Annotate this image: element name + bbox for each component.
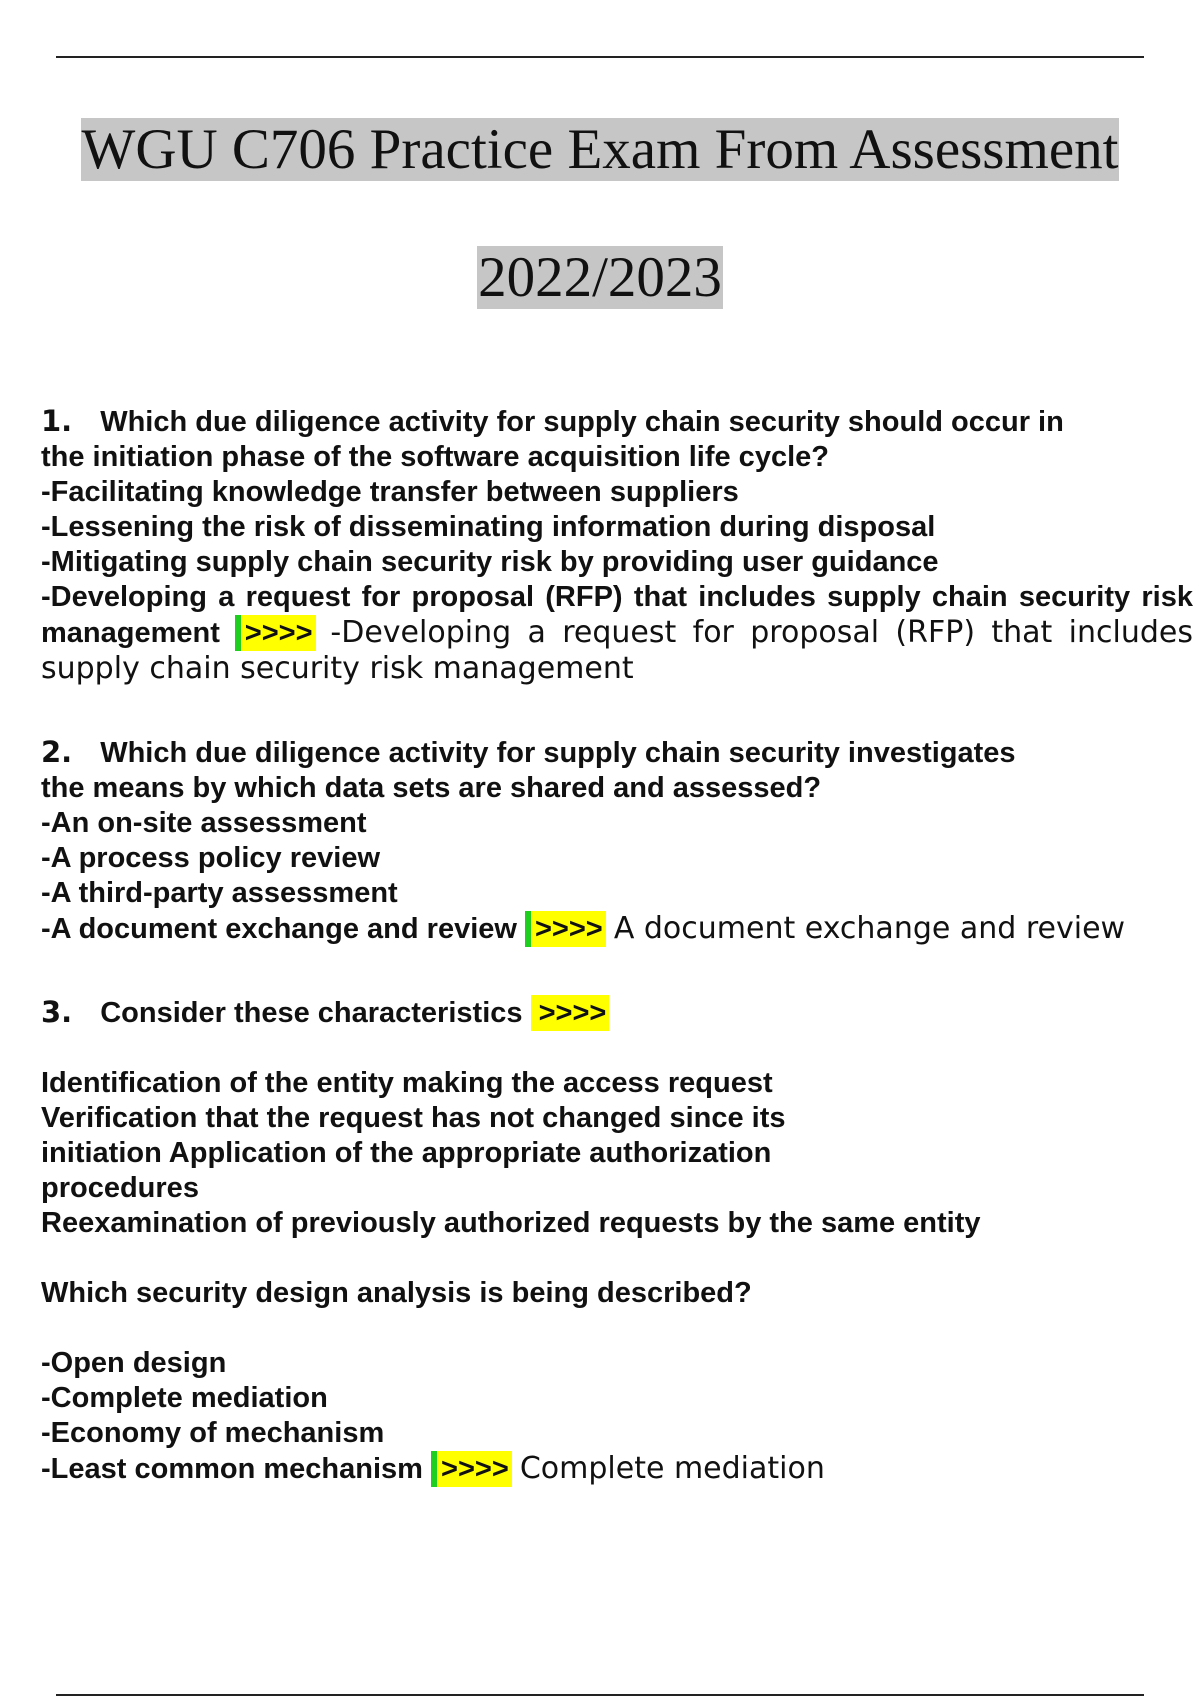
answer-marker: >>>> (431, 1451, 512, 1487)
question-list (41, 404, 1193, 1535)
question-2-answer: A document exchange and review (613, 911, 1126, 946)
question-2-option-d-with-answer (41, 911, 1193, 947)
question-1-answer: -Developing a request for proposal (RFP) that includes supply chain security risk management (41, 615, 1193, 686)
question-3-answer: Complete mediation (519, 1451, 825, 1486)
question-3-option-a: -Open design (41, 1347, 227, 1379)
question-3-option-d: -Least common mechanism (41, 1453, 423, 1485)
answer-marker: >>>> (531, 995, 610, 1031)
bottom-rule (56, 1694, 1144, 1696)
answer-marker: >>>> (525, 911, 606, 947)
question-1-option-c: -Mitigating supply chain security risk by providing user guidance (41, 546, 939, 578)
question-3-characteristic-4: procedures (41, 1172, 199, 1204)
top-rule (56, 56, 1144, 58)
question-3-characteristic-5: Reexamination of previously authorized requests by the same entity (41, 1207, 981, 1239)
question-1-option-b: -Lessening the risk of disseminating information during disposal (41, 511, 936, 543)
question-3-characteristic-2: Verification that the request has not changed since its (41, 1102, 786, 1134)
question-2-text-line-2: the means by which data sets are shared and assessed? (41, 772, 822, 804)
question-1-option-d-with-answer (41, 580, 1193, 687)
question-3-option-b: -Complete mediation (41, 1382, 328, 1414)
question-2-option-d: -A document exchange and review (41, 913, 517, 945)
question-2 (41, 735, 1193, 947)
question-1-text-line-1: 1. Which due diligence activity for supply chain security should occur in (41, 404, 1064, 438)
document-title-line-1: WGU C706 Practice Exam From Assessment (81, 118, 1119, 181)
document-title-line-2: 2022/2023 (478, 246, 722, 309)
question-1 (41, 404, 1193, 687)
question-2-option-b: -A process policy review (41, 842, 381, 874)
question-1-option-a: -Facilitating knowledge transfer between suppliers (41, 476, 739, 508)
question-3-heading: 3. Consider these characteristics >>>> (41, 995, 1193, 1031)
question-3-characteristic-1: Identification of the entity making the access request (41, 1067, 773, 1099)
question-2-option-c: -A third-party assessment (41, 877, 398, 909)
question-1-text-line-2: the initiation phase of the software acquisition life cycle? (41, 441, 829, 473)
question-3-characteristic-3: initiation Application of the appropriate authorization (41, 1137, 772, 1169)
question-2-text-line-1: 2. Which due diligence activity for supply chain security investigates (41, 735, 1016, 769)
question-3-option-c: -Economy of mechanism (41, 1417, 385, 1449)
question-3-option-d-with-answer (41, 1451, 1193, 1487)
question-3 (41, 995, 1193, 1487)
question-1-option-d: -Developing a request for proposal (RFP) that includes supply chain security risk management (41, 581, 1193, 649)
question-2-option-a: -An on-site assessment (41, 807, 367, 839)
answer-marker: >>>> (235, 615, 316, 651)
question-3-prompt: Which security design analysis is being described? (41, 1277, 752, 1309)
